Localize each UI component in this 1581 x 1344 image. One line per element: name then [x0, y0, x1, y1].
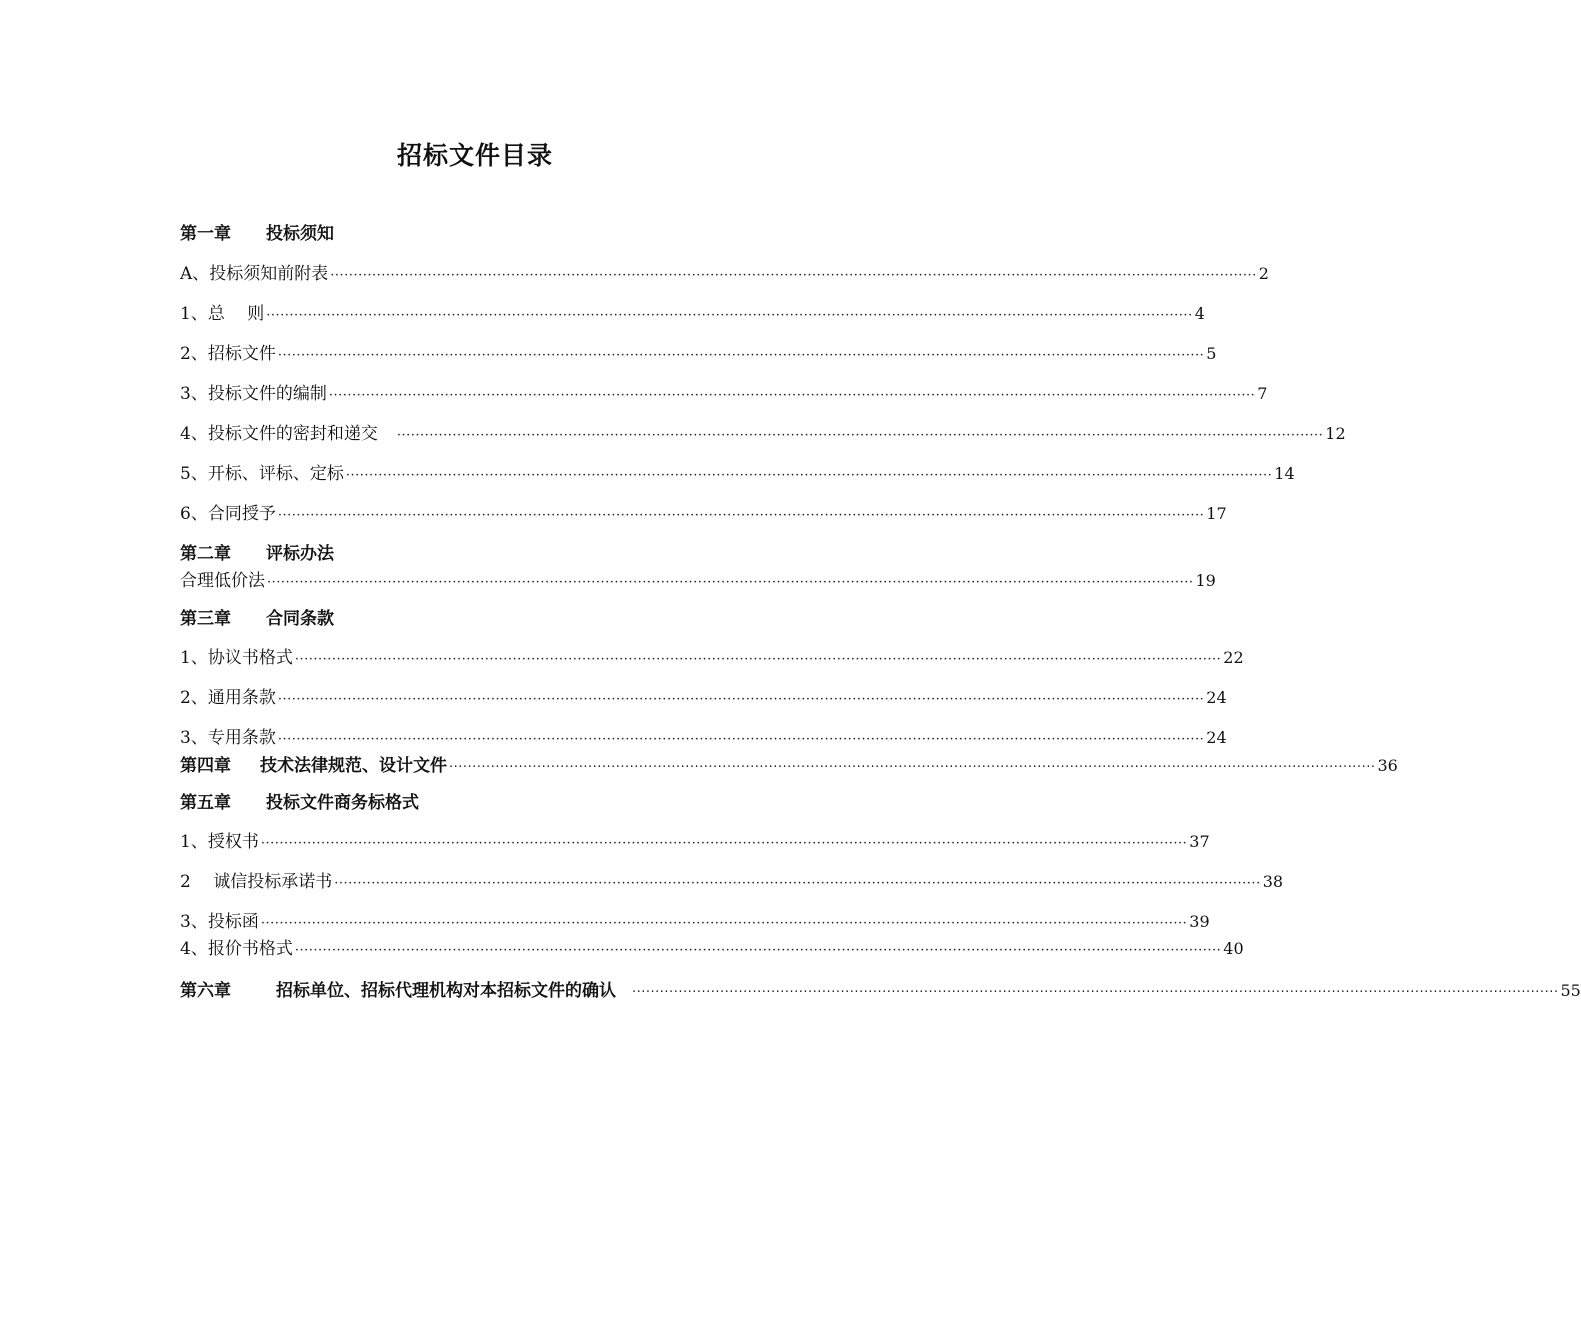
dot-leader: ········································································································································································································ — [277, 692, 1205, 707]
toc-entry-label: 2 诚信投标承诺书 — [180, 872, 333, 892]
chapter-heading-6[interactable] — [180, 979, 1581, 1003]
toc-entry-label: 合理低价法 — [180, 571, 265, 591]
toc-entry-page: 38 — [1262, 872, 1284, 891]
dot-leader: ········································································································································································································ — [267, 575, 1194, 590]
chapter-heading-4[interactable] — [180, 754, 1398, 778]
toc-entry-page: 12 — [1325, 424, 1346, 443]
chapter-heading-3[interactable] — [180, 607, 792, 631]
chapter-number: 第五章 — [180, 793, 231, 813]
document-title: 招标文件目录 — [396, 141, 553, 170]
toc-entry-page: 24 — [1206, 688, 1227, 707]
toc-entry-label: 1、授权书 — [180, 832, 259, 852]
toc-entry-page: 37 — [1189, 832, 1210, 851]
toc-entry-page: 17 — [1206, 504, 1227, 523]
toc-entry-page: 22 — [1223, 648, 1244, 667]
toc-entry-label: 4、投标文件的密封和递交 — [180, 424, 395, 444]
chapter-heading-5[interactable] — [180, 791, 792, 815]
toc-entry[interactable] — [180, 502, 1227, 526]
toc-entry-page: 19 — [1195, 571, 1216, 590]
dot-leader: ········································································································································································································ — [396, 428, 1324, 443]
chapter-title: 评标办法 — [266, 544, 334, 564]
toc-entry-label: 4、报价书格式 — [180, 939, 293, 959]
toc-entry[interactable] — [180, 342, 1217, 366]
toc-entry-label: 6、合同授予 — [180, 504, 276, 524]
toc-entry-page: 39 — [1189, 912, 1210, 931]
chapter-number: 第四章 — [180, 756, 231, 776]
toc-entry[interactable] — [180, 262, 1269, 286]
chapter-number: 第二章 — [180, 544, 231, 564]
chapter-heading-2[interactable] — [180, 542, 792, 566]
toc-entry[interactable] — [180, 569, 1216, 593]
toc-entry[interactable] — [180, 646, 1244, 670]
toc-entry-label: 3、投标函 — [180, 912, 259, 932]
toc-entry[interactable] — [180, 937, 1244, 961]
toc-entry[interactable] — [180, 462, 1295, 486]
toc-entry-page: 4 — [1194, 304, 1205, 323]
dot-leader: ········································································································································································································ — [294, 652, 1222, 667]
chapter-number: 第三章 — [180, 609, 231, 629]
chapter-number: 第一章 — [180, 224, 231, 244]
dot-leader: ········································································································································································································ — [260, 916, 1188, 931]
dot-leader: ········································································································································································································ — [449, 760, 1376, 775]
dot-leader: ········································································································································································································ — [330, 268, 1257, 283]
dot-leader: ········································································································································································································ — [260, 836, 1188, 851]
chapter-number: 第六章 — [180, 981, 231, 1001]
toc-entry-page: 14 — [1274, 464, 1295, 483]
toc-entry-page: 2 — [1258, 264, 1269, 283]
dot-leader: ········································································································································································································ — [345, 468, 1273, 483]
toc-entry[interactable] — [180, 686, 1227, 710]
toc-entry-page: 24 — [1206, 728, 1227, 747]
chapter-title: 投标文件商务标格式 — [266, 793, 419, 813]
chapter-title: 投标须知 — [266, 224, 334, 244]
dot-leader: ········································································································································································································ — [632, 985, 1559, 1000]
toc-entry-label: 2、通用条款 — [180, 688, 276, 708]
dot-leader: ········································································································································································································ — [266, 308, 1193, 323]
toc-entry[interactable] — [180, 870, 1284, 894]
toc-entry[interactable] — [180, 382, 1268, 406]
toc-entry[interactable] — [180, 422, 1346, 446]
chapter-title: 技术法律规范、设计文件 — [260, 756, 447, 776]
toc-entry-page: 40 — [1223, 939, 1244, 958]
dot-leader: ········································································································································································································ — [328, 388, 1256, 403]
toc-entry-label: 3、专用条款 — [180, 728, 276, 748]
chapter-label — [180, 754, 447, 778]
dot-leader: ········································································································································································································ — [277, 732, 1205, 747]
toc-entry-page: 55 — [1560, 981, 1581, 1000]
chapter-heading-1[interactable] — [180, 222, 792, 246]
toc-entry-label: 1、协议书格式 — [180, 648, 293, 668]
toc-entry[interactable] — [180, 830, 1210, 854]
toc-entry-page: 5 — [1206, 344, 1217, 363]
chapter-label — [180, 979, 616, 1003]
chapter-title: 合同条款 — [266, 609, 334, 629]
chapter-title: 招标单位、招标代理机构对本招标文件的确认 — [276, 981, 616, 1001]
dot-leader: ········································································································································································································ — [277, 348, 1205, 363]
toc-entry-page: 36 — [1377, 756, 1398, 775]
toc-entry[interactable] — [180, 726, 1227, 750]
toc-entry[interactable] — [180, 302, 1205, 326]
toc-entry[interactable] — [180, 910, 1210, 934]
toc-entry-label: A、投标须知前附表 — [180, 264, 329, 284]
toc-entry-label: 3、投标文件的编制 — [180, 384, 327, 404]
toc-entry-label: 5、开标、评标、定标 — [180, 464, 344, 484]
toc-entry-label: 2、招标文件 — [180, 344, 276, 364]
toc-entry-page: 7 — [1257, 384, 1268, 403]
toc-entry-label: 1、总 则 — [180, 304, 265, 324]
dot-leader: ········································································································································································································ — [277, 508, 1205, 523]
dot-leader: ········································································································································································································ — [334, 876, 1261, 891]
dot-leader: ········································································································································································································ — [294, 943, 1222, 958]
